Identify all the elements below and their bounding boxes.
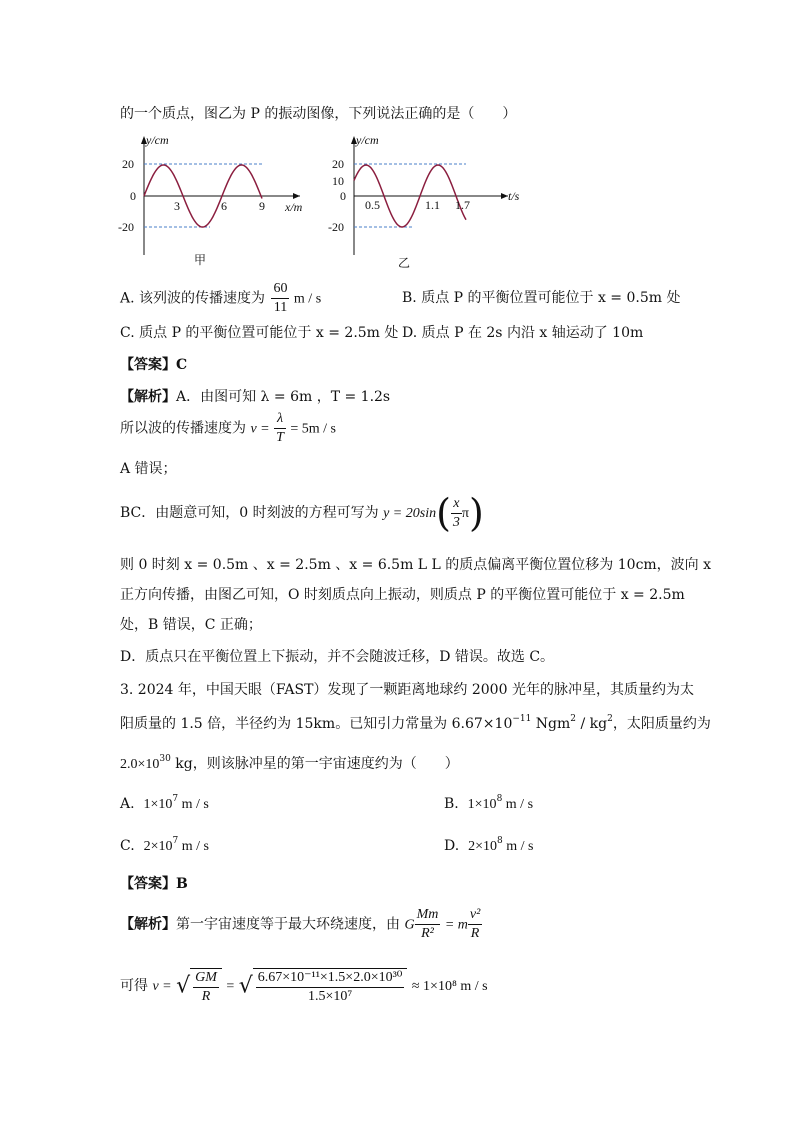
option-b: B. $1\times 10^8$ m / s: [444, 794, 534, 812]
answer-label: 【答案】C: [120, 357, 188, 373]
explanation-line: A 错误；: [120, 461, 177, 477]
x-tick: 1.7: [455, 198, 470, 212]
option-a: A. 该列波的传播速度为 $\frac{60}{11}$ m / s: [120, 281, 322, 315]
question-3-stem: 3. 2024 年，中国天眼（FAST）发现了一颗距离地球约 2000 光年的脉冲星，其质量约为太: [120, 682, 694, 698]
x-axis-label: x/m: [285, 200, 303, 214]
y-tick: -20: [118, 220, 134, 234]
explanation-line: 则 0 时刻 x = 0.5m 、x = 2.5m 、x = 6.5m L L 的质点偏离平衡位置位移为 10cm，波向 x: [120, 557, 712, 573]
y-tick: 0: [340, 189, 346, 203]
explanation-line: 【解析】第一宇宙速度等于最大环绕速度，由 G $\frac{Mm}{\text{R²}}$ = m $\frac{\text{v²}}{R}$: [120, 907, 481, 941]
y-axis-label: y/cm: [146, 133, 169, 147]
explanation-line: D．质点只在平衡位置上下振动，并不会随波迁移，D 错误。故选 C。: [120, 649, 555, 665]
y-tick: 20: [332, 157, 344, 171]
y-tick: -20: [328, 220, 344, 234]
x-tick: 1.1: [425, 198, 440, 212]
option-c: C. $2\times 10^7$ m / s: [120, 836, 209, 854]
option-d: D. 质点 P 在 2s 内沿 x 轴运动了 10m: [402, 325, 644, 341]
wave-graph-jia: [110, 130, 320, 275]
x-tick: 0.5: [365, 198, 380, 212]
answer-label: 【答案】B: [120, 876, 188, 892]
question-intro: 的一个质点，图乙为 P 的振动图像，下列说法正确的是（ ）: [120, 106, 517, 122]
explanation-line: 【解析】A．由图可知 λ = 6m ，T = 1.2s: [120, 389, 391, 405]
vibration-graph-yi: [320, 130, 540, 275]
y-axis-label: y/cm: [356, 133, 379, 147]
explanation-line: 正方向传播，由图乙可知，O 时刻质点向上振动，则质点 P 的平衡位置可能位于 x = 2.5m: [120, 587, 685, 603]
question-3-stem: 阳质量的 1.5 倍，半径约为 15km。已知引力常量为 $6.67\times 10^{-11}$ $Ngm^2 / kg^2$，太阳质量约为: [120, 714, 711, 732]
x-tick: 6: [221, 199, 227, 213]
lambda-over-t: $\frac{\lambda}{T}$: [276, 411, 284, 445]
speed-fraction: $\frac{60}{11}$: [273, 281, 288, 315]
y-tick: 20: [122, 157, 134, 171]
option-a: A. $1\times 10^7$ m / s: [120, 794, 209, 812]
x-tick: 9: [259, 199, 265, 213]
y-tick: 0: [130, 189, 136, 203]
x-axis-label: t/s: [508, 189, 520, 203]
question-3-stem: $2.0\times 10^{30}$ kg，则该脉冲星的第一宇宙速度约为（ ）: [120, 754, 459, 772]
y-tick: 10: [332, 174, 344, 188]
explanation-line: BC．由题意可知，0 时刻波的方程可写为 y = 20sin( $\frac{x}{3}$ π): [120, 491, 484, 535]
explanation-line: 可得 v = √ $\frac{GM}{R}$ = √ $\frac{\text{6.67×10⁻¹¹×1.5×2.0×10³⁰}}{\text{1.5×10⁷}}$ ≈ 1×10⁸ m / s: [120, 970, 488, 1004]
option-c: C. 质点 P 的平衡位置可能位于 x = 2.5m 处: [120, 325, 399, 341]
explanation-line: 处，B 错误，C 正确；: [120, 617, 262, 633]
explanation-line: 所以波的传播速度为 v = $\frac{\lambda}{T}$ = 5m / s: [120, 411, 336, 445]
option-d: D. $2\times 10^8$ m / s: [444, 836, 534, 854]
x-tick: 3: [174, 199, 180, 213]
figure-caption: 甲: [194, 253, 207, 267]
option-b: B. 质点 P 的平衡位置可能位于 x = 0.5m 处: [402, 290, 681, 306]
figure-caption: 乙: [398, 256, 411, 270]
